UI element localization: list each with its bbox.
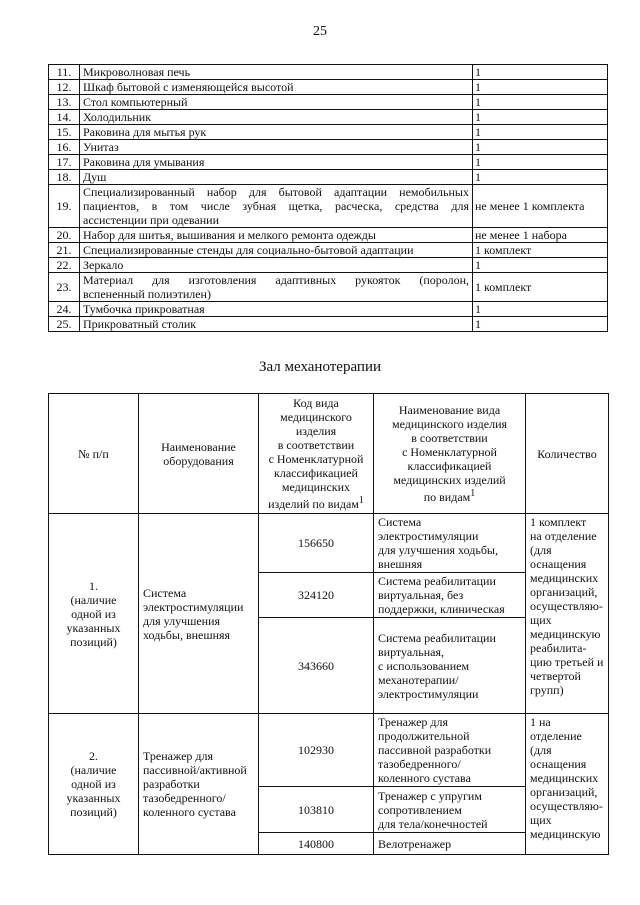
row-number: 21. bbox=[49, 243, 80, 258]
item-quantity: 1 bbox=[473, 155, 608, 170]
item-name: Душ bbox=[80, 170, 473, 185]
item-quantity: 1 bbox=[473, 258, 608, 273]
header-kind-footnote: 1 bbox=[470, 488, 476, 499]
row-number: 14. bbox=[49, 110, 80, 125]
item-name: Тумбочка прикроватная bbox=[80, 302, 473, 317]
item-name-line: пациентов, в том числе зубная щетка, расческа, средства для bbox=[83, 199, 469, 213]
item-name bbox=[80, 185, 473, 228]
item-name: Раковина для умывания bbox=[80, 155, 473, 170]
item-kind: Система реабилитации виртуальная, без поддержки, клиническая bbox=[374, 573, 526, 618]
item-name bbox=[80, 273, 473, 302]
row-number: 17. bbox=[49, 155, 80, 170]
item-quantity: 1 bbox=[473, 95, 608, 110]
group-equipment: Система электростимуляции для улучшения ходьбы, внешняя bbox=[139, 514, 259, 714]
item-quantity: 1 bbox=[473, 302, 608, 317]
page-number: 25 bbox=[313, 24, 327, 39]
group-number: 1. (наличие одной из указанных позиций) bbox=[49, 514, 139, 714]
group-quantity: 1 комплект на отделение (для оснащения медицинских организаций, осуществляю- щих медицинскую реабилита- цию третьей и четвертой групп) bbox=[526, 514, 609, 714]
item-code: 103810 bbox=[259, 787, 374, 833]
item-name: Прикроватный столик bbox=[80, 317, 473, 332]
row-number: 16. bbox=[49, 140, 80, 155]
table-row bbox=[49, 80, 608, 95]
group-number: 2. (наличие одной из указанных позиций) bbox=[49, 714, 139, 855]
item-quantity: 1 bbox=[473, 110, 608, 125]
item-kind: Система реабилитации виртуальная, с использованием механотерапии/ электростимуляции bbox=[374, 618, 526, 714]
table-row bbox=[49, 514, 609, 573]
item-name: Зеркало bbox=[80, 258, 473, 273]
item-quantity: не менее 1 набора bbox=[473, 228, 608, 243]
table-row bbox=[49, 155, 608, 170]
table-row bbox=[49, 228, 608, 243]
item-quantity: 1 комплект bbox=[473, 273, 608, 302]
table-row bbox=[49, 714, 609, 787]
item-quantity: не менее 1 комплекта bbox=[473, 185, 608, 228]
item-code: 324120 bbox=[259, 573, 374, 618]
item-name: Холодильник bbox=[80, 110, 473, 125]
row-number: 19. bbox=[49, 185, 80, 228]
item-name: Шкаф бытовой с изменяющейся высотой bbox=[80, 80, 473, 95]
table-row bbox=[49, 110, 608, 125]
header-code bbox=[259, 394, 374, 514]
item-quantity: 1 bbox=[473, 65, 608, 80]
group-equipment: Тренажер для пассивной/активной разработки тазобедренного/ коленного сустава bbox=[139, 714, 259, 855]
item-name: Микроволновая печь bbox=[80, 65, 473, 80]
item-quantity: 1 bbox=[473, 317, 608, 332]
item-name-line: Специализированный набор для бытовой адаптации немобильных bbox=[83, 185, 469, 199]
header-row bbox=[49, 394, 609, 514]
header-equipment: Наименование оборудования bbox=[139, 394, 259, 514]
item-name-line: ассистенции при одевании bbox=[83, 213, 220, 227]
row-number: 25. bbox=[49, 317, 80, 332]
mechanotherapy-table bbox=[48, 393, 609, 855]
table-row bbox=[49, 170, 608, 185]
header-code-text: Код вида медицинского изделия в соответствии с Номенклатурной классификацией медицинских изделий по видам bbox=[268, 396, 364, 511]
equipment-list-table bbox=[48, 64, 608, 332]
table-row bbox=[49, 258, 608, 273]
table-row bbox=[49, 185, 608, 228]
item-name: Стол компьютерный bbox=[80, 95, 473, 110]
row-number: 18. bbox=[49, 170, 80, 185]
item-quantity: 1 bbox=[473, 125, 608, 140]
item-kind: Велотренажер bbox=[374, 833, 526, 855]
header-quantity: Количество bbox=[526, 394, 609, 514]
row-number: 15. bbox=[49, 125, 80, 140]
item-name: Набор для шитья, вышивания и мелкого ремонта одежды bbox=[80, 228, 473, 243]
item-code: 140800 bbox=[259, 833, 374, 855]
row-number: 24. bbox=[49, 302, 80, 317]
item-name: Специализированные стенды для социально-бытовой адаптации bbox=[80, 243, 473, 258]
item-name-line: Материал для изготовления адаптивных рукояток (поролон, bbox=[83, 273, 469, 287]
table-row bbox=[49, 65, 608, 80]
table-row bbox=[49, 140, 608, 155]
row-number: 22. bbox=[49, 258, 80, 273]
table-row bbox=[49, 243, 608, 258]
header-code-footnote: 1 bbox=[358, 495, 364, 506]
item-code: 156650 bbox=[259, 514, 374, 573]
item-name: Унитаз bbox=[80, 140, 473, 155]
row-number: 11. bbox=[49, 65, 80, 80]
row-number: 23. bbox=[49, 273, 80, 302]
table-row bbox=[49, 302, 608, 317]
section-title: Зал механотерапии bbox=[258, 359, 382, 375]
item-name: Раковина для мытья рук bbox=[80, 125, 473, 140]
item-kind: Тренажер с упругим сопротивлением для тела/конечностей bbox=[374, 787, 526, 833]
item-kind: Тренажер для продолжительной пассивной разработки тазобедренного/ коленного сустава bbox=[374, 714, 526, 787]
row-number: 13. bbox=[49, 95, 80, 110]
header-kind bbox=[374, 394, 526, 514]
item-code: 343660 bbox=[259, 618, 374, 714]
item-name-line: вспененный полиэтилен) bbox=[83, 287, 211, 301]
item-quantity: 1 bbox=[473, 140, 608, 155]
header-num: № п/п bbox=[49, 394, 139, 514]
table-row bbox=[49, 273, 608, 302]
item-quantity: 1 комплект bbox=[473, 243, 608, 258]
group-quantity: 1 на отделение (для оснащения медицинских организаций, осуществляю- щих медицинскую bbox=[526, 714, 609, 855]
table-row bbox=[49, 125, 608, 140]
table-row bbox=[49, 95, 608, 110]
item-kind: Система электростимуляции для улучшения ходьбы, внешняя bbox=[374, 514, 526, 573]
table-row bbox=[49, 317, 608, 332]
item-quantity: 1 bbox=[473, 170, 608, 185]
item-quantity: 1 bbox=[473, 80, 608, 95]
row-number: 12. bbox=[49, 80, 80, 95]
item-code: 102930 bbox=[259, 714, 374, 787]
row-number: 20. bbox=[49, 228, 80, 243]
header-kind-text: Наименование вида медицинского изделия в соответствии с Номенклатурной классификацией медицинских изделий по видам bbox=[391, 403, 508, 504]
